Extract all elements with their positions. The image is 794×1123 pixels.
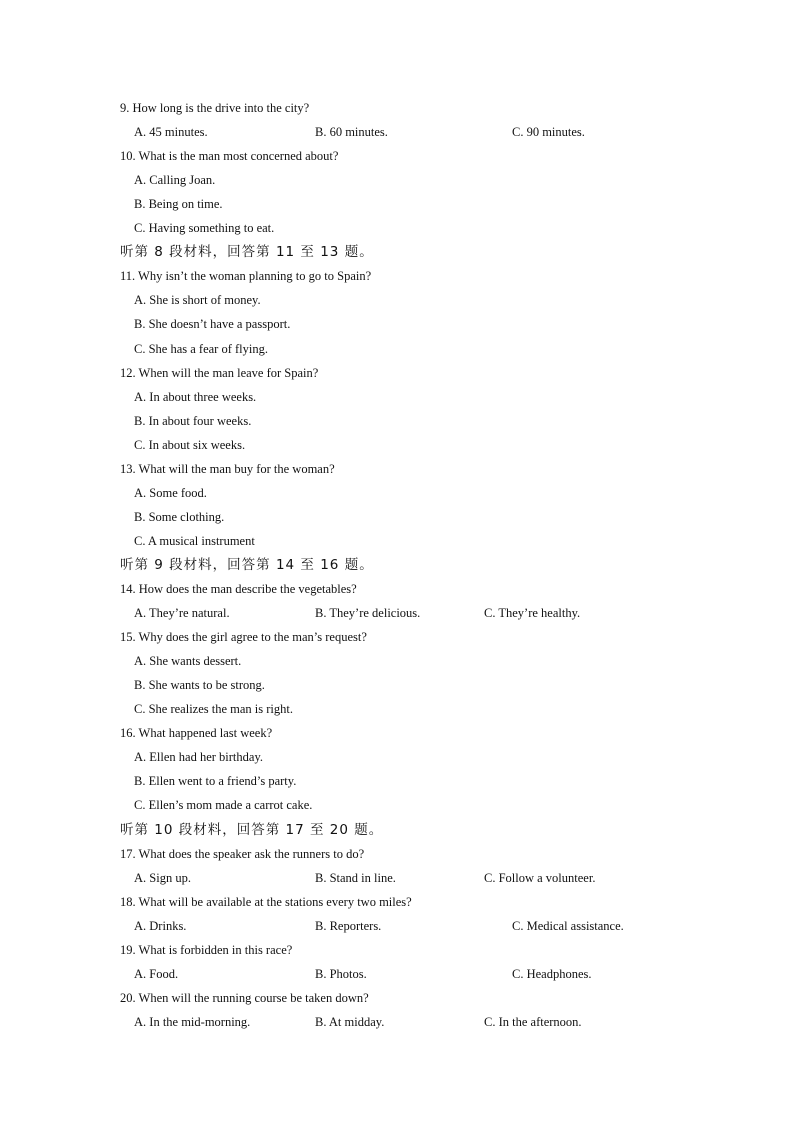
option-c: C. In the afternoon. [484, 1015, 582, 1029]
option-c: C. Follow a volunteer. [484, 871, 596, 885]
option: A. Some food. [134, 486, 207, 500]
option: C. A musical instrument [134, 534, 255, 548]
option-b: B. 60 minutes. [315, 125, 388, 139]
option: A. She is short of money. [134, 293, 261, 307]
question: 9. How long is the drive into the city? [120, 101, 310, 115]
option-c: C. 90 minutes. [512, 125, 585, 139]
option: A. She wants dessert. [134, 654, 242, 668]
section-heading: 听第 8 段材料，回答第 11 至 13 题。 [120, 244, 374, 260]
option: A. In about three weeks. [134, 390, 257, 404]
option-a: A. They’re natural. [134, 606, 230, 620]
option-a: A. 45 minutes. [134, 125, 208, 139]
option-row [0, 918, 794, 934]
question: 13. What will the man buy for the woman? [120, 462, 335, 476]
option: B. Some clothing. [134, 510, 225, 524]
question: 19. What is forbidden in this race? [120, 943, 293, 957]
option-b: B. At midday. [315, 1015, 385, 1029]
option: A. Ellen had her birthday. [134, 750, 264, 764]
option-row [0, 605, 794, 621]
option: C. Having something to eat. [134, 221, 275, 235]
option-b: B. They’re delicious. [315, 606, 421, 620]
option: B. Ellen went to a friend’s party. [134, 774, 297, 788]
option-row [0, 870, 794, 886]
option-b: B. Reporters. [315, 919, 382, 933]
question: 18. What will be available at the stations every two miles? [120, 895, 412, 909]
option-a: A. Sign up. [134, 871, 191, 885]
question: 17. What does the speaker ask the runners to do? [120, 847, 365, 861]
option: B. She wants to be strong. [134, 678, 265, 692]
option-row [0, 966, 794, 982]
question: 16. What happened last week? [120, 726, 273, 740]
option: C. Ellen’s mom made a carrot cake. [134, 798, 313, 812]
option: A. Calling Joan. [134, 173, 216, 187]
option-c: C. Headphones. [512, 967, 592, 981]
question: 20. When will the running course be taken down? [120, 991, 369, 1005]
question: 10. What is the man most concerned about? [120, 149, 339, 163]
option-c: C. They’re healthy. [484, 606, 581, 620]
section-heading: 听第 10 段材料，回答第 17 至 20 题。 [120, 822, 384, 838]
section-heading: 听第 9 段材料，回答第 14 至 16 题。 [120, 557, 374, 573]
option: C. She has a fear of flying. [134, 342, 268, 356]
question: 14. How does the man describe the vegetables? [120, 582, 357, 596]
option-a: A. In the mid-morning. [134, 1015, 251, 1029]
option: C. She realizes the man is right. [134, 702, 293, 716]
option-a: A. Drinks. [134, 919, 187, 933]
option-b: B. Stand in line. [315, 871, 396, 885]
question: 11. Why isn’t the woman planning to go to Spain? [120, 269, 372, 283]
option: B. Being on time. [134, 197, 223, 211]
question: 15. Why does the girl agree to the man’s request? [120, 630, 367, 644]
option-c: C. Medical assistance. [512, 919, 624, 933]
question: 12. When will the man leave for Spain? [120, 366, 319, 380]
option-b: B. Photos. [315, 967, 367, 981]
option: B. In about four weeks. [134, 414, 252, 428]
option-a: A. Food. [134, 967, 179, 981]
option: C. In about six weeks. [134, 438, 246, 452]
option-row [0, 1014, 794, 1030]
option: B. She doesn’t have a passport. [134, 317, 291, 331]
option-row [0, 124, 794, 140]
